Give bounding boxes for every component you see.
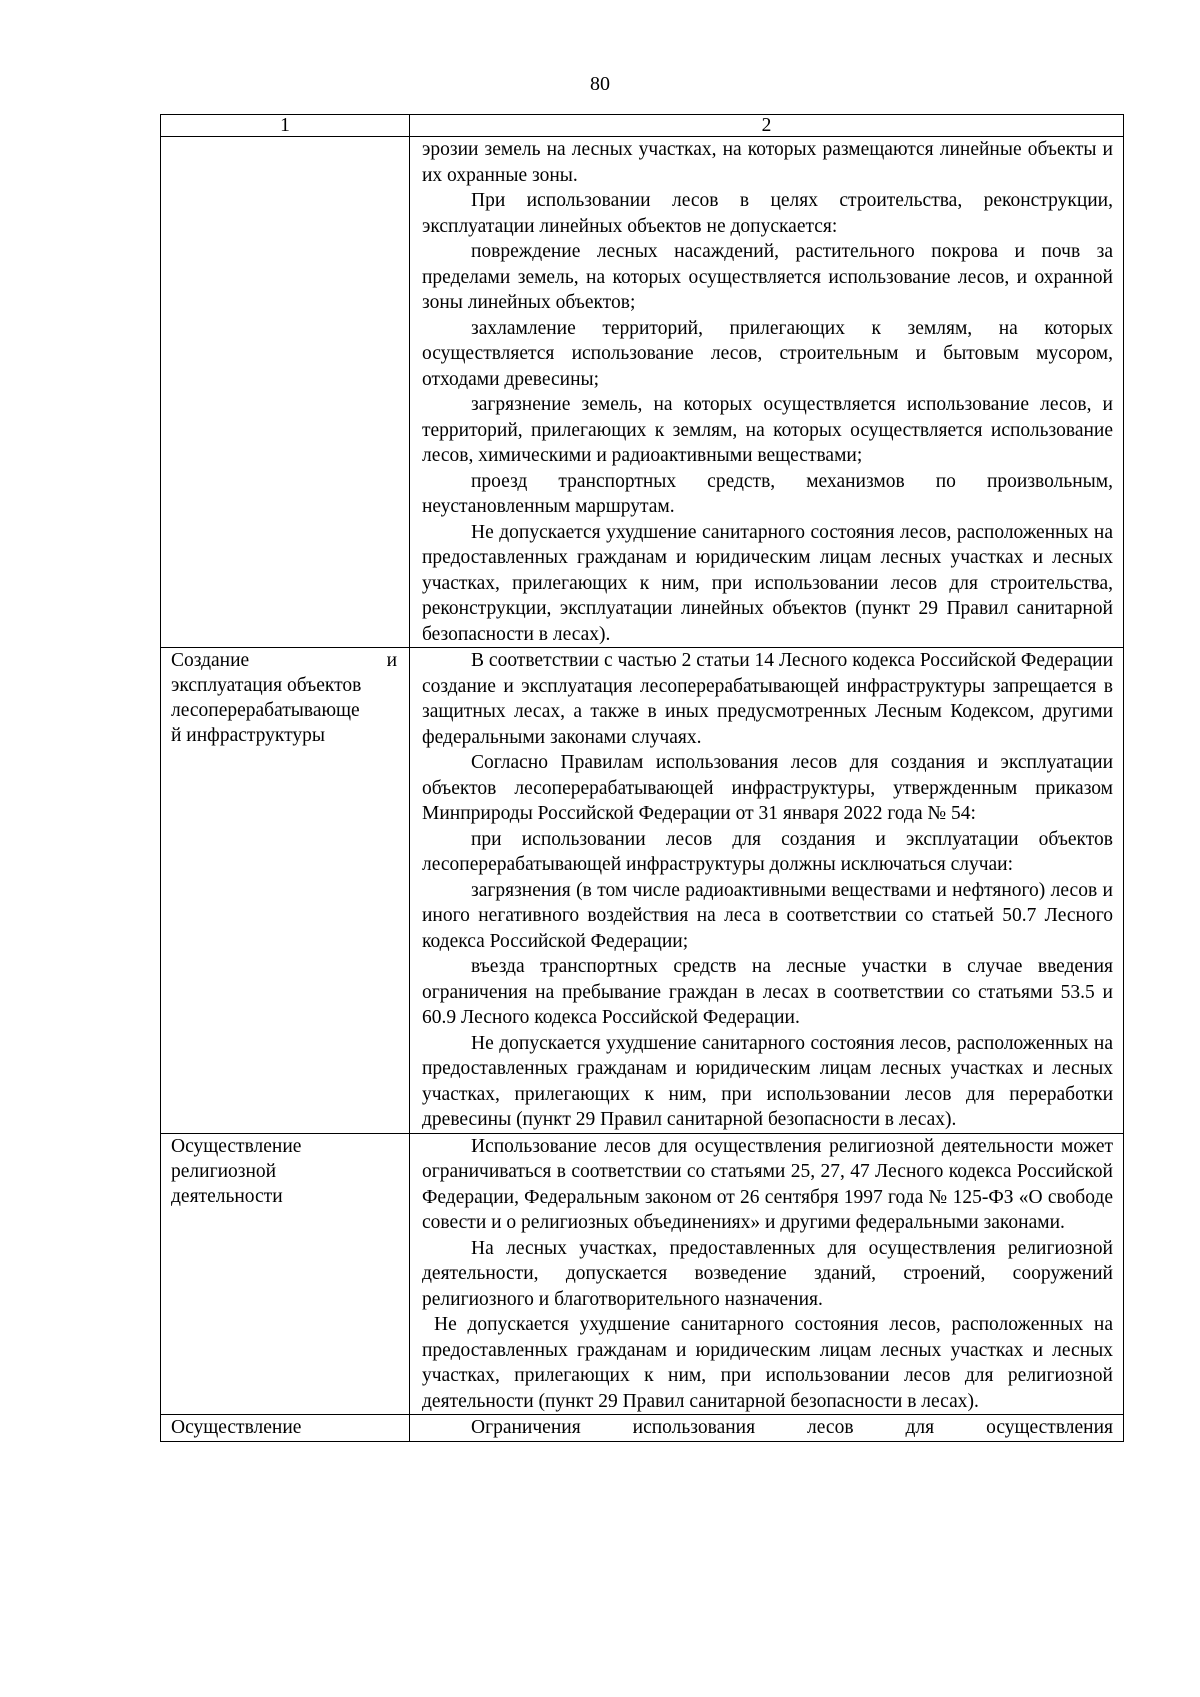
paragraph: въезда транспортных средств на лесные участки в случае введения ограничения на пребывание граждан в лесах в соответствии со статьями 53.5 и 60.9 Лесного кодекса Российской Федерации. [422, 956, 1113, 1028]
activity-label-line: Осуществление [171, 1135, 302, 1157]
restrictions-cell [410, 1133, 1124, 1415]
paragraph: эрозии земель на лесных участках, на которых размещаются линейные объекты и их охранные зоны. [422, 139, 1113, 186]
paragraph: Не допускается ухудшение санитарного состояния лесов, расположенных на предоставленных гражданам и юридическим лицам лесных участках и лесных участках, прилегающих к ним, при использовании лесов для строительства, реконструкции, эксплуатации линейных объектов (пункт 29 Правил санитарной безопасности в лесах). [422, 521, 1113, 645]
column-header-1: 1 [161, 115, 410, 137]
activity-label-first-line [171, 648, 397, 673]
table-header-row [161, 115, 1124, 137]
paragraph: проезд транспортных средств, механизмов по произвольным, неустановленным маршрутам. [422, 470, 1113, 517]
paragraph: Использование лесов для осуществления религиозной деятельности может ограничиваться в соответствии со статьями 25, 27, 47 Лесного кодекса Российской Федерации, Федеральным законом от 26 сентября 1997 года № 125-ФЗ «О свободе совести и о религиозных объединениях» и другими федеральными законами. [422, 1135, 1113, 1233]
paragraph: Ограничения использования лесов для осуществления [471, 1417, 1113, 1438]
activity-cell [161, 1415, 410, 1442]
paragraph: при использовании лесов для создания и эксплуатации объектов лесоперерабатывающей инфраструктуры должны исключаться случаи: [422, 828, 1113, 875]
activity-cell [161, 648, 410, 1134]
page-number: 80 [590, 73, 610, 95]
table-row [161, 648, 1124, 1134]
activity-label-word: Создание [171, 650, 250, 671]
activity-label-line: религиозной [171, 1160, 277, 1182]
paragraph: загрязнение земель, на которых осуществляется использование лесов, и территорий, прилегающих к землям, на которых осуществляется использование лесов, химическими и радиоактивными веществами; [422, 394, 1113, 466]
restrictions-cell [410, 648, 1124, 1134]
table-row [161, 137, 1124, 648]
activity-label-line: эксплуатация объектов [171, 675, 362, 696]
column-header-2: 2 [410, 115, 1124, 137]
activity-label-line: деятельности [171, 1185, 283, 1207]
activity-label-word: и [386, 650, 397, 671]
paragraph: загрязнения (в том числе радиоактивными веществами и нефтяного) лесов и иного негативного воздействия на леса в соответствии со статьей 50.7 Лесного кодекса Российской Федерации; [422, 879, 1113, 952]
regulations-table [160, 114, 1124, 1442]
activity-label-line: й инфраструктуры [171, 725, 325, 746]
paragraph: На лесных участках, предоставленных для осуществления религиозной деятельности, допускается возведение зданий, строений, сооружений религиозного и благотворительного назначения. [422, 1237, 1113, 1310]
paragraph: Не допускается ухудшение санитарного состояния лесов, расположенных на предоставленных гражданам и юридическим лицам лесных участках и лесных участках, прилегающих к ним, при использовании лесов для религиозной деятельности (пункт 29 Правил санитарной безопасности в лесах). [422, 1314, 1113, 1412]
paragraph: захламление территорий, прилегающих к землям, на которых осуществляется использование лесов, строительным и бытовым мусором, отходами древесины; [422, 317, 1113, 390]
paragraph: Не допускается ухудшение санитарного состояния лесов, расположенных на предоставленных гражданам и юридическим лицам лесных участках и лесных участках, прилегающих к ним, при использовании лесов для переработки древесины (пункт 29 Правил санитарной безопасности в лесах). [422, 1032, 1113, 1130]
paragraph: В соответствии с частью 2 статьи 14 Лесного кодекса Российской Федерации создание и эксплуатация лесоперерабатывающей инфраструктуры запрещается в защитных лесах, а также в иных предусмотренных Лесным Кодексом, другими федеральными законами случаях. [422, 650, 1113, 748]
restrictions-cell [410, 137, 1124, 648]
restrictions-cell [410, 1415, 1124, 1442]
activity-cell [161, 1133, 410, 1415]
table-row [161, 1415, 1124, 1442]
paragraph: Согласно Правилам использования лесов для создания и эксплуатации объектов лесоперерабатывающей инфраструктуры, утвержденным приказом Минприроды Российской Федерации от 31 января 2022 года № 54: [422, 752, 1113, 824]
activity-label-line: лесоперерабатывающе [171, 700, 360, 721]
paragraph: При использовании лесов в целях строительства, реконструкции, эксплуатации линейных объектов не допускается: [422, 190, 1113, 237]
activity-cell [161, 137, 410, 648]
table-row [161, 1133, 1124, 1415]
paragraph: повреждение лесных насаждений, растительного покрова и почв за пределами земель, на которых осуществляется использование лесов, и охранной зоны линейных объектов; [422, 241, 1113, 313]
activity-label-line: Осуществление [171, 1417, 302, 1438]
